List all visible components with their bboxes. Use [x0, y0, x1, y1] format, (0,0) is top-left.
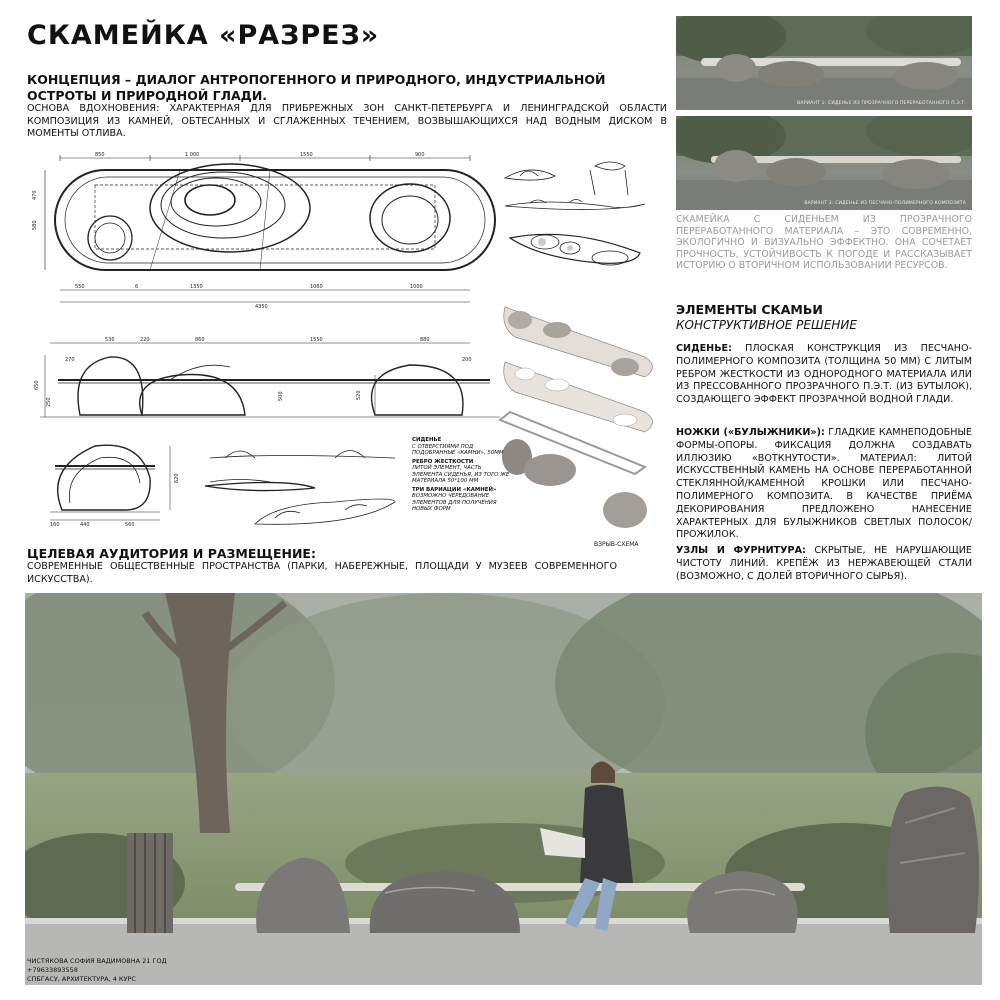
- main-render: [25, 593, 982, 985]
- front-dim-5: 880: [420, 337, 430, 343]
- legs-paragraph: [676, 427, 972, 542]
- front-dim-1: 530: [105, 337, 115, 343]
- render-variant-2: [676, 116, 972, 210]
- side-sketches: [195, 438, 405, 538]
- plan-dim-b1: 550: [75, 284, 85, 290]
- render-variant-2-caption: ВАРИАНТ 2: СИДЕНЬЕ ИЗ ПЕСЧАНО-ПОЛИМЕРНОГО КОМПОЗИТА: [804, 201, 966, 206]
- rib-desc: ЛИТОЙ ЭЛЕМЕНТ, ЧАСТЬ ЭЛЕМЕНТА СИДЕНЬЯ, ИЗ ТОГО ЖЕ МАТЕРИАЛА 50*100 ММ: [412, 465, 510, 484]
- plan-dim-2: 1 000: [185, 152, 200, 158]
- front-elevation: [30, 335, 500, 425]
- legs-label: НОЖКИ («БУЛЫЖНИКИ»):: [676, 427, 825, 438]
- plan-dim-l2: 580: [32, 220, 38, 230]
- seat-text: ПЛОСКАЯ КОНСТРУКЦИЯ ИЗ ПЕСЧАНО-ПОЛИМЕРНОГО КОМПОЗИТА (ТОЛЩИНА 50 ММ) С ЛИТЫМ РЕБРОМ ЖЕСТКОСТИ ИЗ ОДНОРОДНОГО МАТЕРИАЛА ИЛИ ИЗ ПРЕССОВАННОГО ПРОЗРАЧНОГО П.Э.Т. (ИЗ БУТЫЛОК), СОЗДАЮЩЕГО ЭФФЕКТ ПРОЗРАЧНОЙ ВОДНОЙ ГЛАДИ.: [676, 343, 972, 406]
- front-dim-2: 220: [140, 337, 150, 343]
- plan-dim-b2: 6: [135, 284, 139, 290]
- stones-title: ТРИ ВАРИАЦИИ «КАМНЕЙ»: [412, 486, 497, 493]
- plan-dim-l1: 470: [32, 190, 38, 200]
- render-variant-1: [676, 16, 972, 110]
- explode-annotations: [412, 437, 512, 513]
- nodes-label: УЗЛЫ И ФУРНИТУРА:: [676, 545, 806, 556]
- side-dim-2: 440: [80, 522, 90, 528]
- legs-text: ГЛАДКИЕ КАМНЕПОДОБНЫЕ ФОРМЫ-ОПОРЫ. ФИКСАЦИЯ ДОЛЖНА СОЗДАВАТЬ ИЛЛЮЗИЮ «ВОТКНУТОСТИ». МАТЕРИАЛ: ЛИТОЙ ИСКУССТВЕННЫЙ КАМЕНЬ НА ОСНОВЕ ПЕРЕРАБОТАННОЙ СТЕКЛЯННОЙ/КАМЕННОЙ КРОШКИ ИЛИ ПЕСЧАНО-ПОЛИМЕРНОГО КОМПОЗИТА. В КАЧЕСТВЕ ПРИЁМА ДЕКОРИРОВАНИЯ ПРЕДЛОЖЕНО НАНЕСЕНИЕ ХАРАКТЕРНЫХ ДЛЯ БУЛЫЖНИКОВ СВЕТЛЫХ ПОЛОСОК/ПРОЖИЛОК.: [676, 427, 972, 541]
- explode-label: ВЗРЫВ-СХЕМА: [594, 541, 639, 548]
- stones-desc: ВОЗМОЖНО ЧЕРЕДОВАНИЕ ЭЛЕМЕНТОВ ДЛЯ ПОЛУЧЕНИЯ НОВЫХ ФОРМ: [412, 493, 497, 512]
- seat-label: СИДЕНЬЕ:: [676, 343, 732, 354]
- plan-dim-b5: 1000: [410, 284, 423, 290]
- seat-paragraph: [676, 343, 972, 407]
- elements-subheading: КОНСТРУКТИВНОЕ РЕШЕНИЕ: [676, 318, 857, 332]
- front-dim-3: 860: [195, 337, 205, 343]
- front-dim-l2: 500: [278, 391, 284, 401]
- author-phone: +79633893558: [27, 966, 78, 974]
- author-name: ЧИСТЯКОВА СОФИЯ ВАДИМОВНА 21 ГОД: [27, 957, 167, 965]
- plan-dim-1: 850: [95, 152, 105, 158]
- nodes-text: СКРЫТЫЕ, НЕ НАРУШАЮЩИЕ ЧИСТОТУ ЛИНИЙ. КРЕПЁЖ ИЗ НЕРЖАВЕЮЩЕЙ СТАЛИ (ВОЗМОЖНО, С ДОЛЕЙ ВТОРИЧНОГО СЫРЬЯ).: [676, 545, 972, 582]
- elements-heading: ЭЛЕМЕНТЫ СКАМЬИ: [676, 302, 823, 317]
- exploded-diagram: [495, 292, 670, 537]
- concept-body: ОСНОВА ВДОХНОВЕНИЯ: ХАРАКТЕРНАЯ ДЛЯ ПРИБРЕЖНЫХ ЗОН САНКТ-ПЕТЕРБУРГА И ЛЕНИНГРАДСКОЙ ОБЛАСТИ КОМПОЗИЦИЯ ИЗ КАМНЕЙ, ОБТЕСАННЫХ И СГЛАЖЕННЫХ ТЕЧЕНИЕМ, ВОЗВЫШАЮЩИХСЯ НАД ВОДНЫМ ДИСКОМ В МОМЕНТЫ ОТЛИВА.: [27, 103, 667, 139]
- side-dim-3: 560: [125, 522, 135, 528]
- front-dim-r: 520: [356, 390, 362, 400]
- concept-sketches: [500, 158, 670, 288]
- front-dim-s2: 200: [462, 357, 472, 363]
- plan-dim-b3: 1350: [190, 284, 203, 290]
- front-dim-l3: 250: [46, 397, 52, 407]
- transparent-seat-description: СКАМЕЙКА С СИДЕНЬЕМ ИЗ ПРОЗРАЧНОГО ПЕРЕРАБОТАННОГО МАТЕРИАЛА – ЭТО СОВРЕМЕННО, ЭКОЛОГИЧНО И ВИЗУАЛЬНО ЭФФЕКТНО. ОНА СОЧЕТАЕТ ПРОЧНОСТЬ, УСТОЙЧИВОСТЬ К ПОГОДЕ И РАССКАЗЫВАЕТ ИСТОРИЮ О ВТОРИЧНОМ ИСПОЛЬЗОВАНИИ РЕСУРСОВ.: [676, 214, 972, 271]
- seat-desc: С ОТВЕРСТИЯМИ ПОД ПОДОБРАННЫЕ «КАМНИ», 50ММ: [412, 443, 504, 456]
- audience-heading: ЦЕЛЕВАЯ АУДИТОРИЯ И РАЗМЕЩЕНИЕ:: [27, 546, 316, 561]
- front-dim-l1: 650: [34, 380, 40, 390]
- rib-title: РЕБРО ЖЕСТКОСТИ: [412, 458, 474, 465]
- page-title: СКАМЕЙКА «РАЗРЕЗ»: [27, 20, 380, 51]
- render-variant-1-caption: ВАРИАНТ 1: СИДЕНЬЕ ИЗ ПРОЗРАЧНОГО ПЕРЕРАБОТАННОГО П.Э.Т.: [797, 101, 966, 106]
- plan-dim-total: 4350: [255, 304, 268, 310]
- side-dim-r: 620: [174, 473, 180, 483]
- front-dim-4: 1550: [310, 337, 323, 343]
- plan-dim-4: 900: [415, 152, 425, 158]
- front-dim-s1: 270: [65, 357, 75, 363]
- audience-body: СОВРЕМЕННЫЕ ОБЩЕСТВЕННЫЕ ПРОСТРАНСТВА (ПАРКИ, НАБЕРЕЖНЫЕ, ПЛОЩАДИ У МУЗЕЕВ СОВРЕМЕННОГО ИСКУССТВА).: [27, 561, 617, 585]
- side-elevation: [40, 438, 190, 528]
- author-university: СПБГАСУ, АРХИТЕКТУРА, 4 КУРС: [27, 975, 136, 983]
- concept-heading: КОНЦЕПЦИЯ – ДИАЛОГ АНТРОПОГЕННОГО И ПРИРОДНОГО, ИНДУСТРИАЛЬНОЙ ОСТРОТЫ И ПРИРОДНОЙ ГЛАДИ.: [27, 72, 606, 103]
- plan-dim-3: 1550: [300, 152, 313, 158]
- side-dim-1: 160: [50, 522, 60, 528]
- plan-drawing: [30, 150, 500, 310]
- nodes-paragraph: [676, 545, 972, 583]
- plan-dim-b4: 1060: [310, 284, 323, 290]
- seat-title: СИДЕНЬЕ: [412, 437, 442, 443]
